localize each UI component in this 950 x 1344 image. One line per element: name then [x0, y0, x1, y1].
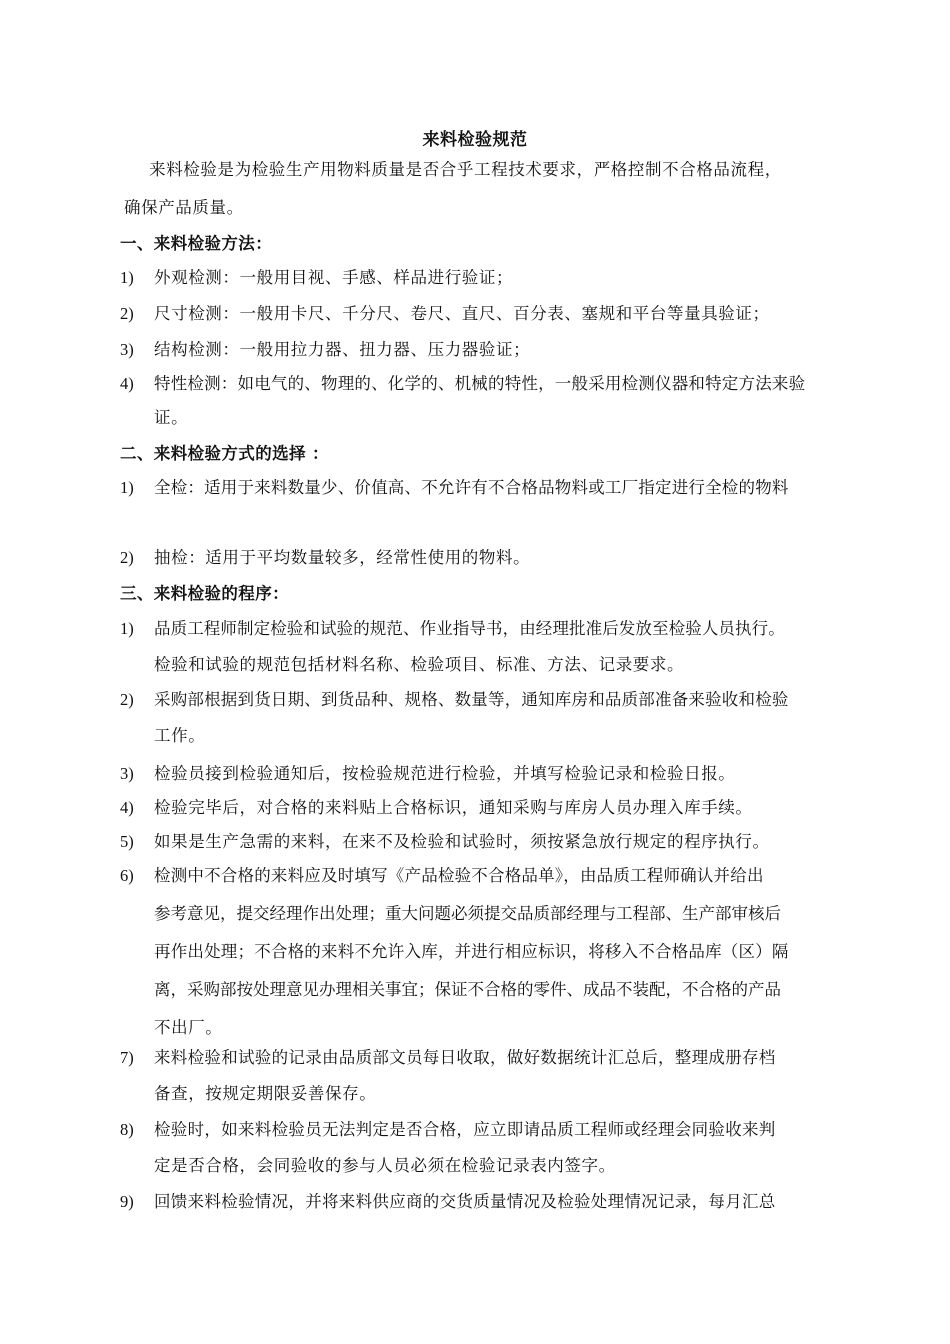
item-text: 参考意见，提交经理作出处理；重大问题必须提交品质部经理与工程部、生产部审核后 — [154, 904, 781, 923]
section-heading-methods: 一、来料检验方法： — [120, 234, 273, 253]
item-text: 特性检测：如电气的、物理的、化学的、机械的特性，一般采用检测仪器和特定方法来验 — [154, 374, 806, 393]
item-text: 结构检测：一般用拉力器、扭力器、压力器验证； — [154, 340, 531, 359]
section-heading-selection: 二、来料检验方式的选择 ： — [120, 444, 329, 463]
item-text: 备查，按规定期限妥善保存。 — [154, 1084, 377, 1103]
intro-paragraph — [120, 158, 865, 220]
item-text: 离，采购部按处理意见办理相关事宜；保证不合格的零件、成品不装配，不合格的产品 — [154, 980, 781, 999]
item-number: 1) — [120, 268, 134, 287]
item-text: 抽检：适用于平均数量较多，经常性使用的物料。 — [154, 548, 531, 567]
item-text: 工作。 — [154, 726, 206, 745]
item-text: 回馈来料检验情况，并将来料供应商的交货质量情况及检验处理情况记录，每月汇总 — [154, 1192, 776, 1211]
item-text: 检验时，如来料检验员无法判定是否合格，应立即请品质工程师或经理会同验收来判 — [154, 1120, 776, 1139]
item-number: 2) — [120, 690, 134, 709]
item-text: 定是否合格，会同验收的参与人员必须在检验记录表内签字。 — [154, 1156, 616, 1175]
item-text: 证。 — [154, 408, 189, 427]
item-number: 1) — [120, 619, 134, 638]
item-number: 4) — [120, 798, 134, 817]
item-number: 7) — [120, 1048, 134, 1067]
item-text: 检验和试验的规范包括材料名称、检验项目、标准、方法、记录要求。 — [154, 655, 685, 674]
item-number: 4) — [120, 374, 134, 393]
item-number: 6) — [120, 866, 134, 885]
item-number: 8) — [120, 1120, 134, 1139]
item-text: 来料检验和试验的记录由品质部文员每日收取，做好数据统计汇总后，整理成册存档 — [154, 1048, 776, 1067]
item-number: 2) — [120, 304, 134, 323]
item-number: 1) — [120, 478, 134, 497]
item-text: 品质工程师制定检验和试验的规范、作业指导书，由经理批准后发放至检验人员执行。 — [154, 619, 785, 638]
page-title: 来料检验规范 — [422, 130, 528, 150]
item-number: 2) — [120, 548, 134, 567]
item-number: 9) — [120, 1192, 134, 1211]
item-text: 尺寸检测：一般用卡尺、千分尺、卷尺、直尺、百分表、塞规和平台等量具验证； — [154, 304, 770, 323]
item-text: 采购部根据到货日期、到货品种、规格、数量等，通知库房和品质部准备来验收和检验 — [154, 690, 789, 709]
item-text: 全检：适用于来料数量少、价值高、不允许有不合格品物料或工厂指定进行全检的物料 — [154, 478, 789, 497]
item-text: 外观检测：一般用目视、手感、样品进行验证； — [154, 268, 514, 287]
item-text: 如果是生产急需的来料，在来不及检验和试验时，须按紧急放行规定的程序执行。 — [154, 832, 770, 851]
item-text: 检验员接到检验通知后，按检验规范进行检验，并填写检验记录和检验日报。 — [154, 764, 736, 783]
section-heading-procedure: 三、来料检验的程序： — [120, 584, 289, 603]
intro-line: 来料检验是为检验生产用物料质量是否合乎工程技术要求，严格控制不合格品流程， — [132, 160, 782, 179]
item-number: 3) — [120, 764, 134, 783]
item-text: 检验完毕后，对合格的来料贴上合格标识，通知采购与库房人员办理入库手续。 — [154, 798, 753, 817]
item-text: 检测中不合格的来料应及时填写《产品检验不合格品单》，由品质工程师确认并给出 — [154, 866, 764, 885]
intro-line: 确保产品质量。 — [124, 198, 244, 217]
item-text: 再作出处理；不合格的来料不允许入库，并进行相应标识，将移入不合格品库（区）隔 — [154, 942, 789, 961]
item-number: 3) — [120, 340, 134, 359]
item-number: 5) — [120, 832, 134, 851]
item-text: 不出厂。 — [154, 1018, 223, 1037]
